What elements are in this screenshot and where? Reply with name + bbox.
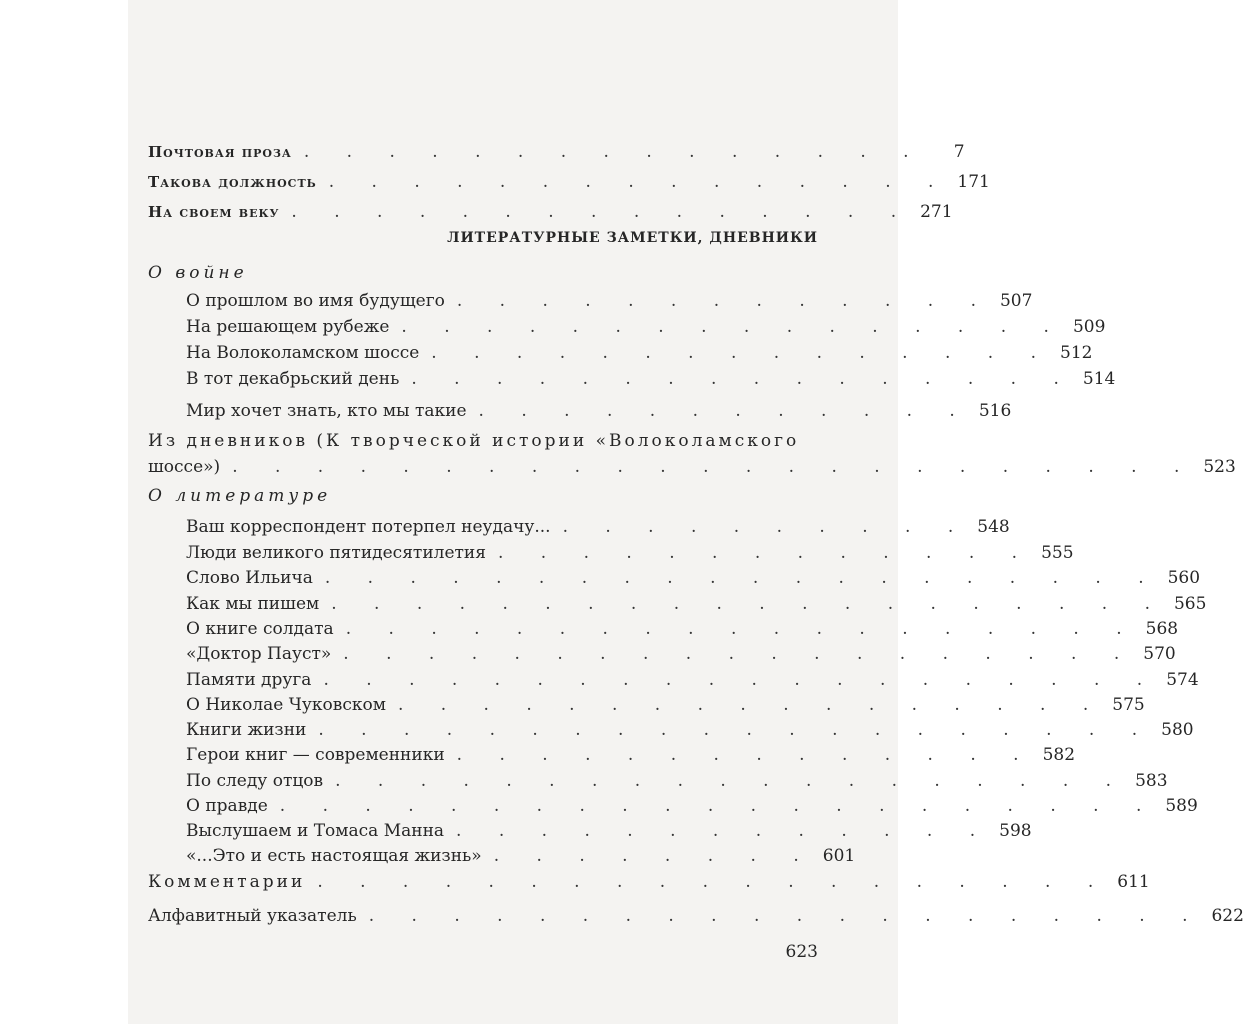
book-page	[128, 0, 1244, 1024]
leader-dots: . . . . . . . . . . . . . . . . . . . .	[318, 720, 1154, 740]
leader-dots: . . . . . . . . . . . . . . .	[291, 202, 913, 222]
leader-dots: . . . . . . . . . . . . . . . . . . . . .	[279, 796, 1158, 816]
toc-entry-title: О прошлом во имя будущего	[186, 291, 445, 311]
toc-entry-page: 574	[1166, 670, 1199, 690]
toc-entry-page: 548	[977, 517, 1010, 537]
toc-entry-title: О Николае Чуковском	[186, 695, 386, 715]
toc-entry	[186, 369, 1116, 389]
leader-dots: . . . . . . . . . . . . . . .	[303, 142, 925, 162]
leader-dots: . . . . . . . . . . . . . . .	[328, 172, 950, 192]
toc-entry-page: 171	[957, 172, 990, 192]
toc-entry-title: Мир хочет знать, кто мы такие	[186, 401, 467, 421]
table-of-contents	[128, 0, 1244, 1024]
toc-entry-title: Почтовая проза	[148, 143, 292, 161]
toc-entry-title: Книги жизни	[186, 720, 307, 740]
toc-entry	[186, 745, 1076, 765]
toc-entry-page: 570	[1143, 644, 1176, 664]
leader-dots: . . . . . . . . . . . . . .	[456, 745, 1035, 765]
leader-dots: . . . . . . . . . . . . .	[456, 821, 992, 841]
toc-entry	[186, 771, 1168, 791]
part-heading: ЛИТЕРАТУРНЫЕ ЗАМЕТКИ, ДНЕВНИКИ	[447, 230, 818, 246]
toc-entry	[186, 796, 1198, 816]
toc-entry	[186, 343, 1093, 363]
toc-entry-title: На Волоколамском шоссе	[186, 343, 420, 363]
toc-entry	[186, 644, 1176, 664]
toc-entry-page: 555	[1041, 543, 1074, 563]
toc-entry-title: По следу отцов	[186, 771, 324, 791]
toc-entry-title: Памяти друга	[186, 670, 312, 690]
toc-entry-title: На решающем рубеже	[186, 317, 390, 337]
leader-dots: . . . . . . . . . . . . . . . . . . .	[345, 619, 1138, 639]
toc-entry-page: 583	[1135, 771, 1168, 791]
toc-entry	[148, 172, 990, 192]
toc-entry-title-line1: Из дневников (К творческой истории «Волоколамского	[148, 431, 800, 451]
toc-entry-page: 523	[1203, 457, 1236, 477]
toc-entry-page: 611	[1117, 872, 1150, 892]
section-title-literature: О литературе	[148, 486, 332, 506]
leader-dots: . . . . . . . . . . . .	[478, 401, 971, 421]
leader-dots: . . . . . . . . . . . . . . . . . . . .	[323, 670, 1159, 690]
toc-entry-title: В тот декабрьский день	[186, 369, 400, 389]
toc-entry-page: 507	[999, 291, 1033, 311]
toc-entry-page: 271	[920, 202, 953, 222]
toc-entry	[186, 720, 1194, 740]
toc-entry-title: «...Это и есть настоящая жизнь»	[186, 846, 482, 866]
toc-entry-title-line2: шоссе»)	[148, 457, 221, 477]
toc-entry	[186, 543, 1074, 563]
toc-entry-page: 580	[1161, 720, 1194, 740]
leader-dots: . . . . . . . . . . . . . . .	[431, 343, 1053, 363]
toc-entry-title: Ваш корреспондент потерпел неудачу...	[186, 517, 551, 537]
toc-entry	[148, 906, 1244, 926]
toc-entry-page: 565	[1173, 594, 1207, 614]
toc-entry-page: 575	[1112, 695, 1145, 715]
toc-entry-title: Комментарии	[148, 872, 306, 892]
toc-entry-page: 509	[1072, 317, 1106, 337]
toc-entry-page: 601	[822, 846, 856, 866]
toc-entry	[186, 846, 856, 866]
toc-entry-page: 582	[1042, 745, 1076, 765]
leader-dots: . . . . . . . . . . . . . . . .	[411, 369, 1075, 389]
toc-entry	[148, 202, 953, 222]
toc-entry	[186, 291, 1033, 311]
leader-dots: . . . . . . . . . .	[562, 517, 970, 537]
leader-dots: . . . . . . . . . . . . . . . . . . .	[335, 771, 1128, 791]
leader-dots: . . . . . . . . . . . . .	[497, 543, 1034, 563]
toc-entry	[186, 619, 1179, 639]
toc-entry	[148, 457, 1236, 477]
page-number: 623	[785, 942, 818, 962]
leader-dots: . . . . . . . . . . . . . . . . . . .	[317, 872, 1110, 892]
toc-entry-title: «Доктор Пауст»	[186, 644, 332, 664]
toc-entry-page: 589	[1165, 796, 1198, 816]
leader-dots: . . . . . . . . . . . . . . . . . . . .	[324, 568, 1160, 588]
toc-entry-title: Люди великого пятидесятилетия	[186, 543, 486, 563]
toc-entry-page: 622	[1211, 906, 1244, 926]
toc-entry-page: 516	[978, 401, 1012, 421]
leader-dots: . . . . . . . .	[493, 846, 815, 866]
leader-dots: . . . . . . . . . . . . . . . .	[401, 317, 1065, 337]
toc-entry-page: 514	[1082, 369, 1116, 389]
toc-entry-title: Алфавитный указатель	[148, 906, 357, 926]
leader-dots: . . . . . . . . . . . . . . . . . . . .	[368, 906, 1204, 926]
toc-entry-title: Выслушаем и Томаса Манна	[186, 821, 445, 841]
toc-entry-page: 560	[1167, 568, 1201, 588]
leader-dots: . . . . . . . . . . . . . . . . . . . . . . .	[232, 457, 1196, 477]
toc-entry-page: 598	[999, 821, 1032, 841]
leader-dots: . . . . . . . . . . . . . . . . .	[397, 695, 1105, 715]
toc-entry-page: 512	[1060, 343, 1093, 363]
toc-entry-title: Герои книг — современники	[186, 745, 445, 765]
toc-entry	[186, 821, 1032, 841]
toc-entry-title: Слово Ильича	[186, 568, 313, 588]
toc-entry-title: О книге солдата	[186, 619, 334, 639]
toc-entry	[148, 142, 965, 162]
toc-entry	[186, 695, 1145, 715]
toc-entry-page: 568	[1145, 619, 1179, 639]
toc-entry	[186, 568, 1201, 588]
toc-entry	[186, 670, 1199, 690]
toc-entry	[186, 401, 1012, 421]
toc-entry	[186, 317, 1106, 337]
toc-entry	[186, 594, 1207, 614]
leader-dots: . . . . . . . . . . . . . . . . . . .	[343, 644, 1136, 664]
leader-dots: . . . . . . . . . . . . .	[456, 291, 992, 311]
toc-entry	[186, 517, 1010, 537]
toc-entry-title: На своем веку	[148, 203, 280, 221]
toc-entry	[148, 872, 1150, 892]
toc-entry-title: Как мы пишем	[186, 594, 320, 614]
toc-entry-title: Такова должность	[148, 173, 317, 191]
toc-entry-page: 7	[953, 142, 965, 162]
section-title-war: О войне	[148, 263, 248, 283]
toc-entry-title: О правде	[186, 796, 268, 816]
leader-dots: . . . . . . . . . . . . . . . . . . . .	[331, 594, 1166, 614]
